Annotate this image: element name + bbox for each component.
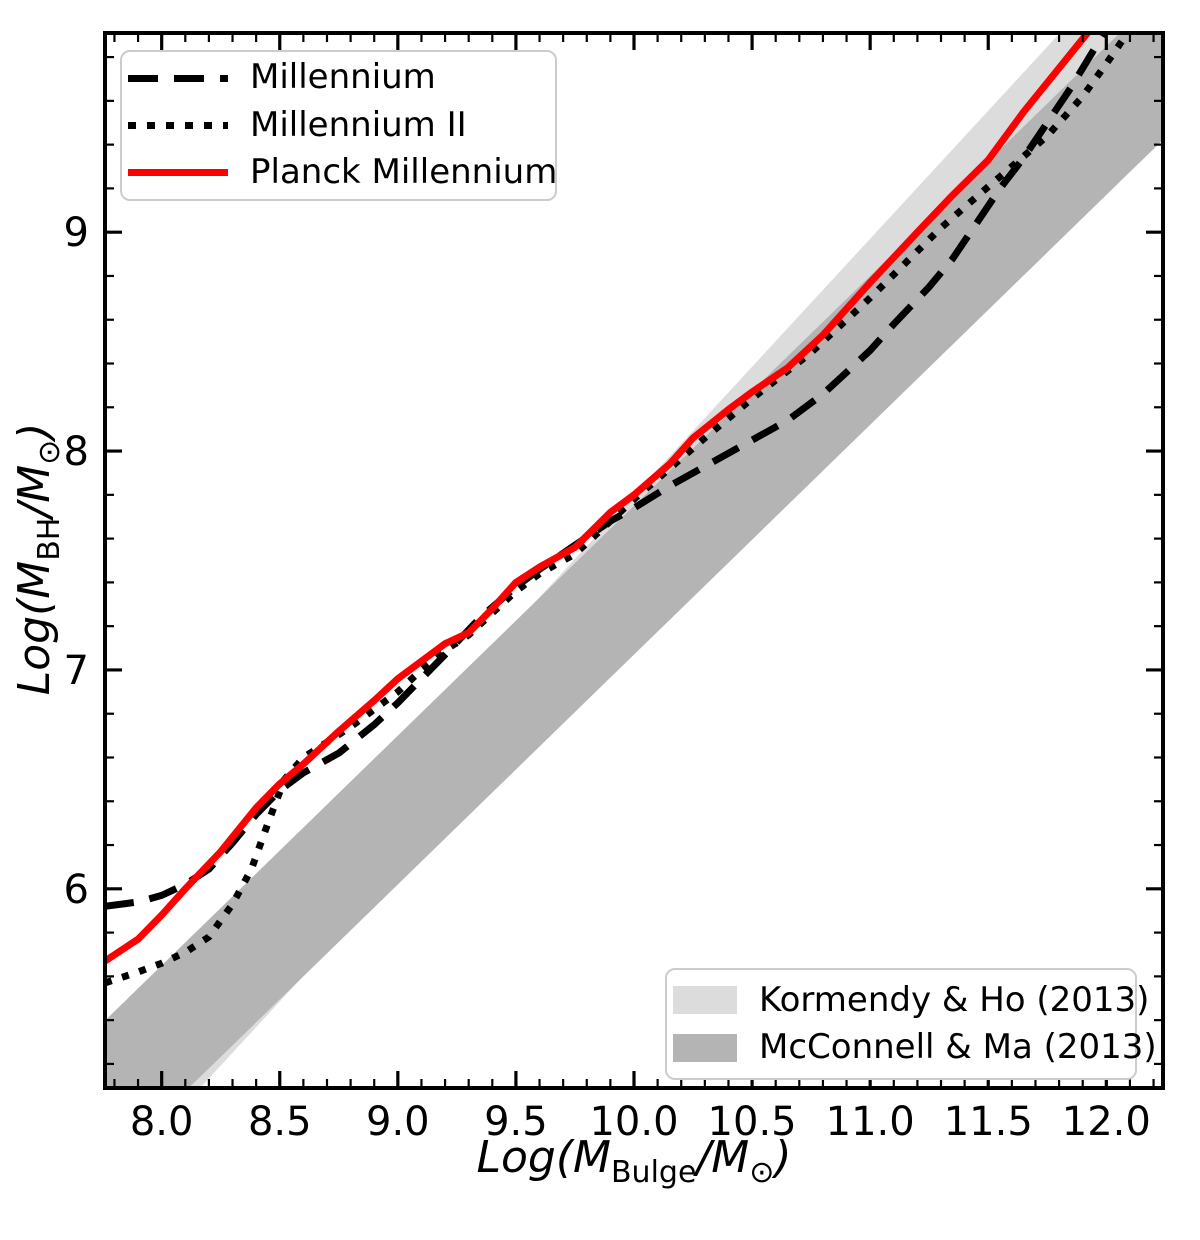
dotted-line-sample — [128, 122, 228, 129]
x-tick-label: 11.5 — [943, 1099, 1033, 1145]
legend-label: McConnell & Ma (2013) — [759, 1027, 1157, 1067]
red-line-sample — [128, 169, 228, 176]
y-axis-label: $Log(M_{BH}/M_⊙)$ — [9, 422, 67, 696]
x-tick-label: 12.0 — [1061, 1099, 1151, 1145]
legend-item-millennium — [122, 59, 555, 96]
legend-item-millennium-ii — [122, 104, 555, 145]
legend-bands — [665, 968, 1157, 1080]
y-tick-label: 9 — [63, 210, 89, 257]
legend-label: Millennium — [250, 57, 436, 98]
x-tick-label: 10.5 — [707, 1099, 797, 1145]
y-tick-label: 8 — [63, 429, 89, 476]
x-tick-label: 9.5 — [484, 1099, 548, 1145]
x-tick-label: 8.5 — [247, 1099, 312, 1145]
legend-label: Planck Millennium — [250, 152, 558, 193]
y-tick-label: 7 — [63, 647, 89, 694]
legend-label: Millennium II — [250, 104, 467, 145]
legend-label: Kormendy & Ho (2013) — [759, 979, 1150, 1020]
dashed-line-sample — [128, 75, 228, 82]
x-axis-label: $Log(M_{Bulge}/M_⊙)$ — [476, 1132, 792, 1190]
dark-band-swatch — [673, 1034, 737, 1062]
legend-item-mcconnell-ma — [667, 1027, 1157, 1067]
legend-item-planck-millennium — [122, 152, 558, 193]
x-tick-label: 10.0 — [589, 1099, 679, 1145]
legend-item-kormendy-ho — [667, 979, 1150, 1020]
legend-lines — [120, 50, 557, 201]
x-tick-label: 9.0 — [366, 1099, 430, 1145]
x-tick-label: 8.0 — [129, 1099, 194, 1145]
x-tick-label: 11.0 — [825, 1099, 915, 1145]
y-tick-label: 6 — [63, 866, 89, 913]
light-band-swatch — [673, 986, 737, 1014]
